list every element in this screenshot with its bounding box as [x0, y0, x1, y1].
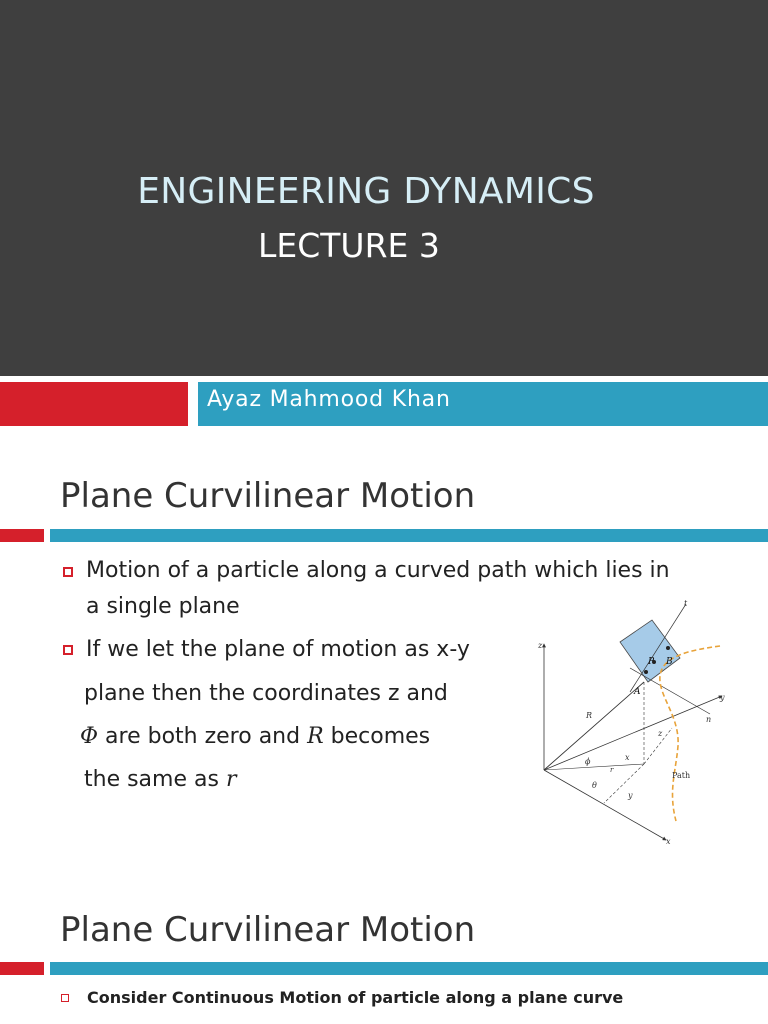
- label-z2: z: [658, 729, 663, 738]
- accent-bar-red: [0, 382, 188, 426]
- particle-path: [660, 646, 720, 821]
- curvilinear-motion-diagram: [530, 596, 740, 852]
- author-name: Ayaz Mahmood Khan: [207, 387, 451, 412]
- label-z: z: [538, 641, 543, 650]
- title-slide: [0, 0, 768, 430]
- bullet-text: If we let the plane of motion as x-y: [86, 637, 470, 662]
- label-x: x: [625, 753, 630, 762]
- label-n: n: [706, 715, 712, 724]
- phi-symbol: Φ: [80, 724, 99, 749]
- label-A: A: [634, 687, 641, 697]
- x-axis: [544, 770, 666, 840]
- bullet-text: plane then the coordinates z and: [84, 681, 448, 706]
- title-rule-blue: [50, 962, 768, 975]
- bullet-icon: [63, 567, 73, 577]
- bullet-text-part: are both zero and: [98, 724, 308, 749]
- label-theta: θ: [592, 781, 597, 790]
- y-axis: [544, 696, 722, 770]
- lecture-number: LECTURE 3: [258, 226, 440, 265]
- bullet-text-part: becomes: [323, 724, 431, 749]
- r-symbol: r: [225, 767, 237, 792]
- bullet-text: Motion of a particle along a curved path which lies in: [86, 558, 670, 583]
- r-projection: [544, 764, 644, 770]
- title-rule-red: [0, 962, 44, 975]
- bullet-icon: [63, 645, 73, 655]
- title-rule-blue: [50, 529, 768, 542]
- bullet-icon: [61, 994, 69, 1002]
- bullet-text: Consider Continuous Motion of particle along a plane curve: [87, 988, 624, 1007]
- bullet-text: [80, 719, 430, 755]
- label-r: r: [610, 766, 614, 774]
- presentation-title: ENGINEERING DYNAMICS: [137, 171, 595, 212]
- label-y: y: [720, 693, 725, 702]
- label-B: B: [666, 657, 673, 667]
- bullet-text: [84, 762, 236, 798]
- R-symbol: R: [307, 724, 324, 749]
- label-x-axis: x: [666, 837, 671, 846]
- label-R: R: [586, 711, 593, 720]
- tangent-plane: [620, 620, 680, 682]
- bullet-text-part: the same as: [84, 767, 226, 792]
- n-axis: [630, 668, 710, 714]
- point-B: [666, 646, 670, 650]
- label-path: Path: [672, 771, 691, 780]
- slide-title: Plane Curvilinear Motion: [60, 910, 476, 950]
- label-phi: ϕ: [585, 757, 591, 766]
- label-y2: y: [628, 791, 633, 800]
- title-rule-red: [0, 529, 44, 542]
- label-t: t: [684, 599, 688, 608]
- slide-title: Plane Curvilinear Motion: [60, 476, 476, 516]
- bullet-text: a single plane: [86, 594, 240, 619]
- label-P: P: [648, 657, 655, 667]
- point-A: [644, 670, 648, 674]
